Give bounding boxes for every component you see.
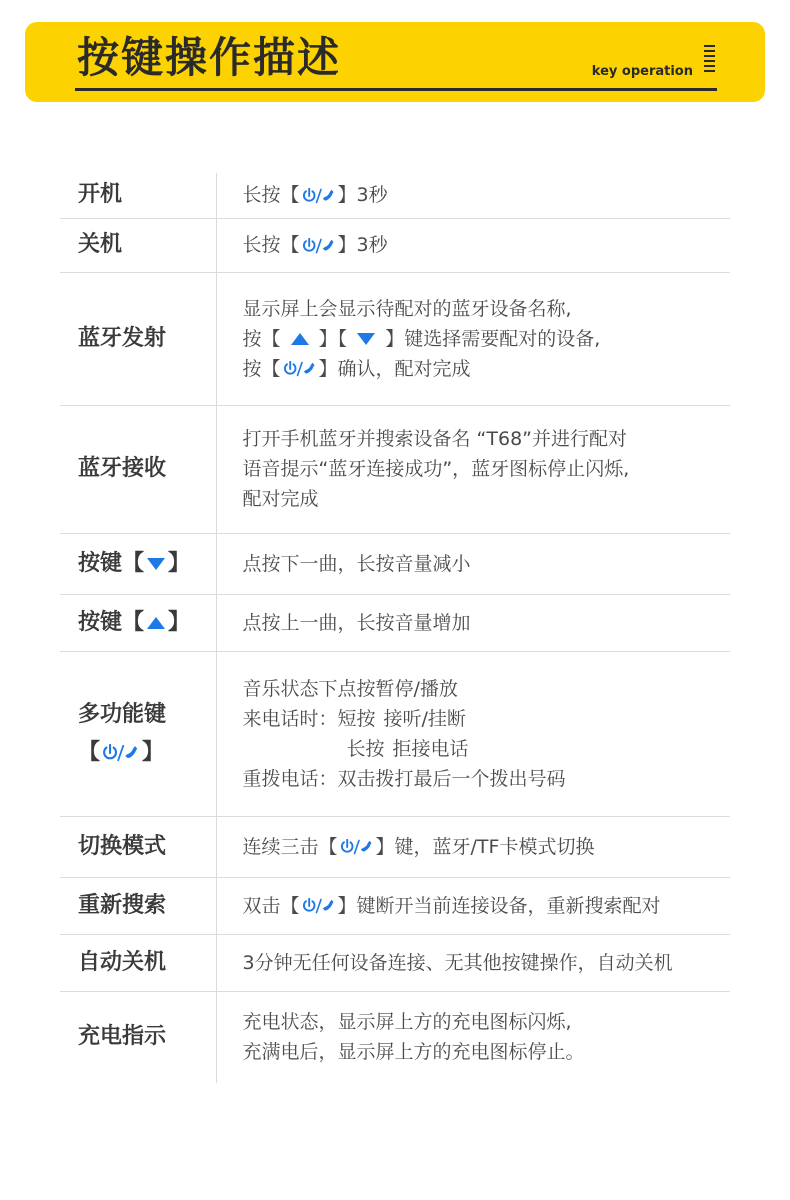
key-name: 切换模式	[60, 816, 216, 877]
table-row	[60, 533, 730, 594]
down-triangle-icon	[146, 557, 166, 571]
table-row	[60, 934, 730, 991]
page-title: 按键操作描述	[77, 33, 342, 82]
table-row	[60, 218, 730, 272]
up-triangle-icon	[146, 616, 166, 630]
page-subtitle: key operation	[591, 64, 693, 79]
key-description: 3分钟无任何设备连接、无其他按键操作，自动关机	[242, 951, 673, 974]
key-name: 按键【 】	[60, 594, 216, 651]
table-row	[60, 405, 730, 533]
key-description: 点按下一曲，长按音量减小	[242, 552, 471, 575]
key-description: 长按【 】3秒	[242, 234, 388, 256]
table-row	[60, 651, 730, 816]
key-name: 自动关机	[60, 934, 216, 991]
header-banner	[25, 22, 765, 102]
key-name: 蓝牙接收	[60, 405, 216, 533]
key-name: 关机	[60, 218, 216, 272]
table-row	[60, 594, 730, 651]
title-underline	[75, 88, 717, 91]
key-description: 充电状态，显示屏上方的充电图标闪烁, 充满电后，显示屏上方的充电图标停止。	[242, 1011, 585, 1064]
key-description: 显示屏上会显示待配对的蓝牙设备名称, 按【 】【 】键选择需要配对的设备, 按【 】确认，配对完成	[242, 297, 601, 380]
key-description: 长按【 】3秒	[242, 184, 388, 207]
table-row	[60, 173, 730, 218]
decorative-ticks-icon	[704, 45, 715, 75]
key-name: 蓝牙发射	[60, 272, 216, 405]
power-phone-icon	[340, 839, 374, 855]
table-row	[60, 272, 730, 405]
power-phone-icon	[283, 361, 317, 377]
key-description: 音乐状态下点按暂停/播放 来电话时：短按 接听/挂断 长按 拒接电话 重拨电话：双击拨打最后一个拨出号码	[242, 677, 566, 790]
power-phone-icon	[302, 238, 336, 254]
key-description: 连续三击【 】键，蓝牙/TF卡模式切换	[242, 835, 595, 858]
key-name: 开机	[60, 173, 216, 218]
up-triangle-icon	[289, 332, 311, 346]
key-name: 重新搜索	[60, 877, 216, 934]
key-description: 双击【 】键断开当前连接设备，重新搜索配对	[242, 894, 661, 917]
power-phone-icon	[102, 744, 140, 762]
table-row	[60, 877, 730, 934]
key-name: 按键【 】	[60, 533, 216, 594]
power-phone-icon	[302, 188, 336, 204]
table-row	[60, 991, 730, 1083]
power-phone-icon	[302, 898, 336, 914]
key-operation-table	[60, 173, 730, 1083]
down-triangle-icon	[355, 332, 377, 346]
key-description: 点按上一曲，长按音量增加	[242, 611, 471, 634]
key-name: 充电指示	[60, 991, 216, 1083]
table-row	[60, 816, 730, 877]
key-description: 打开手机蓝牙并搜索设备名 “T68”并进行配对 语音提示“蓝牙连接成功”，蓝牙图标停止闪烁, 配对完成	[242, 428, 630, 510]
key-name: 多功能键 【 】	[60, 651, 216, 816]
